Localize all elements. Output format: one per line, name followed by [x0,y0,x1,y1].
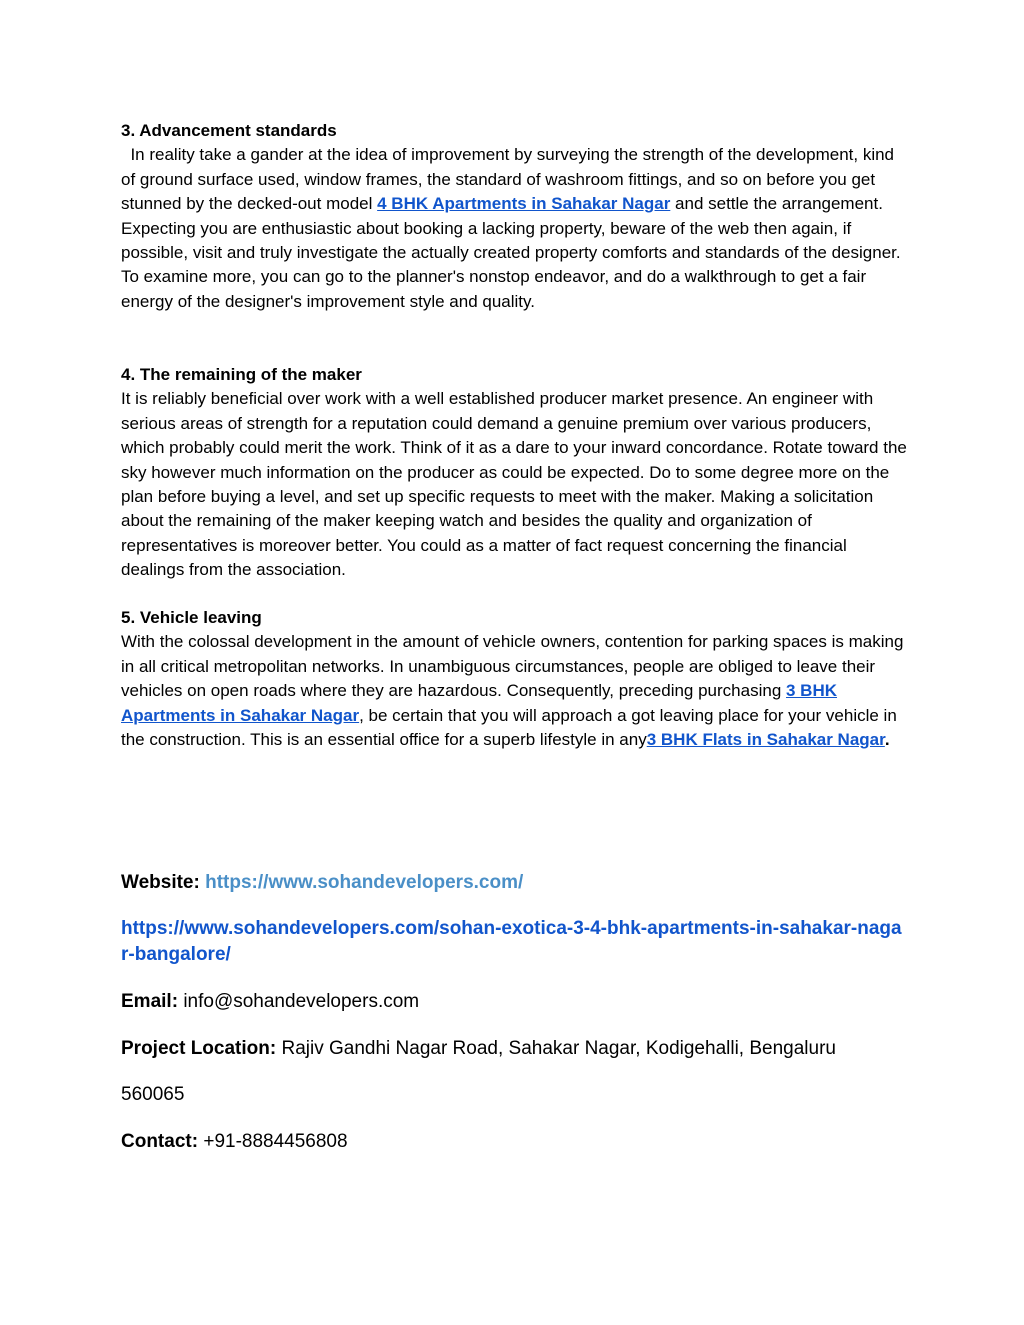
website-link[interactable]: https://www.sohandevelopers.com/ [205,872,524,893]
paragraph-text: With the colossal development in the amount of vehicle owners, contention for parking spaces is making in all critical metropolitan networks. In unambiguous circumstances, people are obliged to leave their vehicles on open roads where they are hazardous. Consequently, preceding purchasing [121,632,904,701]
paragraph-text: and settle the arrangement. Expecting you are enthusiastic about booking a lacking property, beware of the web then again, if possible, visit and truly investigate the actually created property comforts and standards of the designer. To examine more, you can go to the planner's nonstop endeavor, and do a walkthrough to get a fair energy of the designer's improvement style and quality. [121,194,901,311]
section-heading: 5. Vehicle leaving [121,608,262,627]
email-line [121,989,921,1015]
section-vehicle-parking [121,606,911,752]
project-url-line [121,916,906,968]
location-label: Project Location: [121,1038,277,1059]
section-heading: 4. The remaining of the maker [121,365,362,384]
email-label: Email: [121,991,179,1012]
phone-line [121,1129,921,1155]
paragraph-text: , be certain that you will approach a got leaving place for your vehicle in the construction. This is an essential office for a superb lifestyle in any [121,705,897,750]
pincode-line [121,1082,921,1108]
link-4bhk-apartments[interactable]: 4 BHK Apartments in Sahakar Nagar [377,194,671,214]
paragraph-text: In reality take a gander at the idea of improvement by surveying the strength of the development, kind of ground surface used, window frames, the standard of washroom fittings, and so on before you get stunned by the decked-out model [121,145,899,214]
email-value: info@sohandevelopers.com [183,991,420,1012]
section-paragraph: It is reliably beneficial over work with a well established producer market presence. An engineer with serious areas of strength for a reputation could demand a genuine premium over various producers, which probably could merit the work. Think of it as a dare to your inward concordance. Rotate toward the sky however much information on the producer as could be expected. Do to some degree more on the plan before buying a level, and set up specific requests to meet with the maker. Making a solicitation about the remaining of the maker keeping watch and besides the quality and organization of representatives is moreover better. You could as a matter of fact request concerning the financial dealings from the association. [121,389,907,580]
pincode-value: 560065 [121,1084,185,1105]
section-paragraph [121,630,911,752]
section-heading: 3. Advancement standards [121,121,337,140]
phone-label: Contact: [121,1131,199,1152]
website-line [121,870,921,896]
section-maker-reputation [121,363,911,583]
paragraph-text: . [884,730,890,750]
phone-value: +91-8884456808 [203,1131,348,1152]
location-line [121,1036,921,1062]
section-advancement-standards [121,119,911,314]
website-label: Website: [121,872,200,893]
section-paragraph [121,143,911,314]
link-3bhk-apartments[interactable]: 3 BHK Apartments in Sahakar Nagar [121,681,838,725]
project-page-link[interactable]: https://www.sohandevelopers.com/sohan-exotica-3-4-bhk-apartments-in-sahakar-nagar-bangalore/ [121,918,902,965]
link-3bhk-flats[interactable]: 3 BHK Flats in Sahakar Nagar [646,730,885,750]
location-value: Rajiv Gandhi Nagar Road, Sahakar Nagar, Kodigehalli, Bengaluru [281,1038,836,1059]
